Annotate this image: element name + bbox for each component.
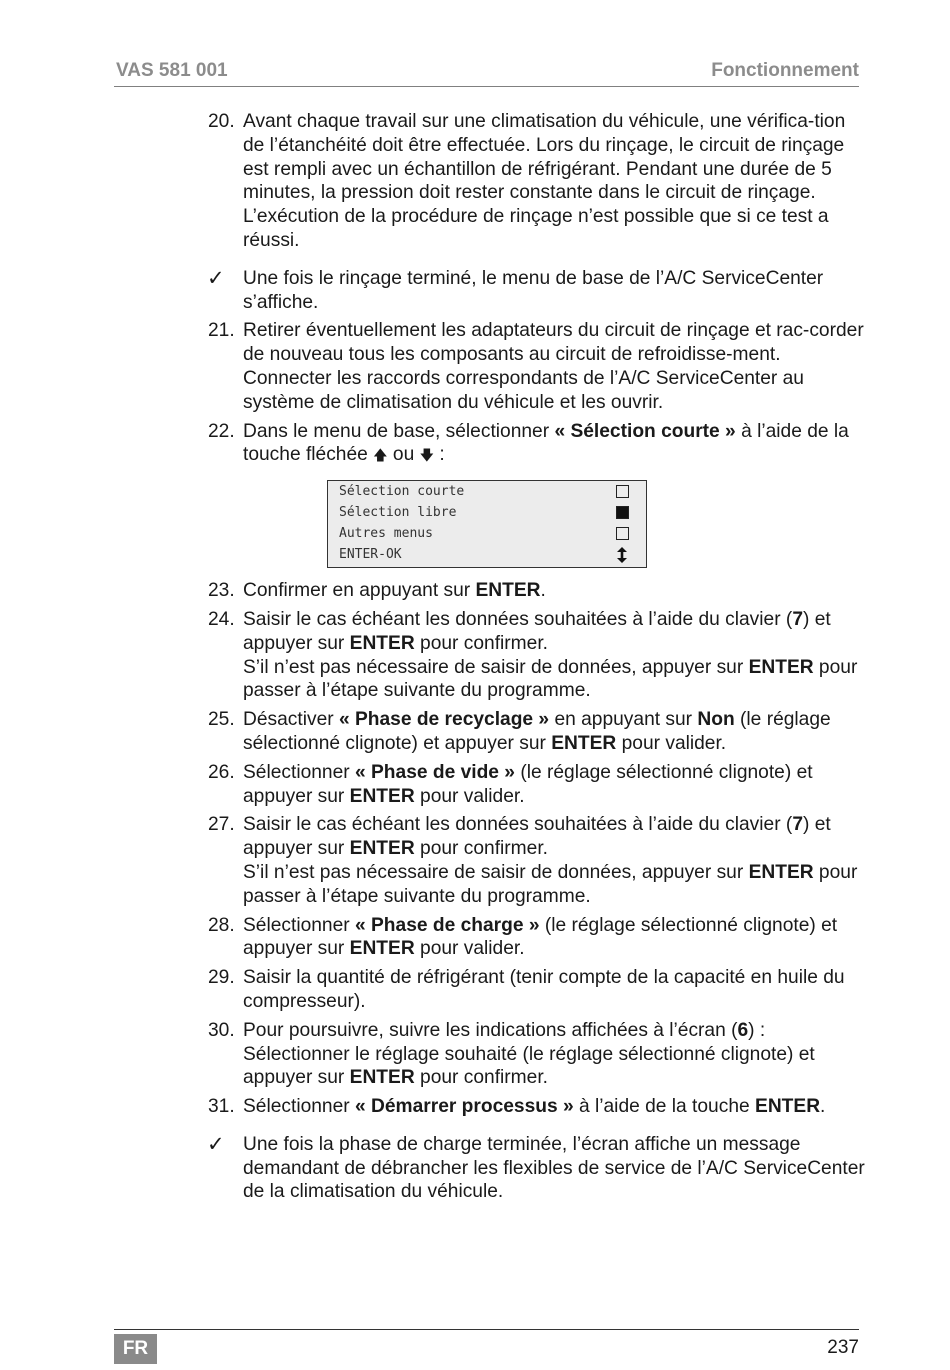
step-text-continued: S’il n’est pas nécessaire de saisir de données, appuyer sur ENTER pour passer à l’étape suivante du programme. — [243, 861, 858, 907]
display-row-enter-ok — [339, 544, 636, 565]
display-row-label: Autres menus — [339, 526, 433, 542]
step-number: 31. — [208, 1096, 235, 1118]
step-number: 27. — [208, 814, 235, 836]
result-note-rinsing — [205, 267, 865, 315]
checkmark-icon: ✓ — [207, 266, 225, 290]
step-22 — [205, 420, 865, 469]
step-21 — [205, 319, 865, 414]
display-row-other-menus — [339, 523, 636, 544]
language-badge: FR — [114, 1334, 157, 1364]
checkmark-icon: ✓ — [207, 1132, 225, 1156]
step-31 — [205, 1095, 865, 1119]
step-29 — [205, 966, 865, 1014]
step-24 — [205, 608, 865, 703]
arrow-down-icon: 🡇 — [419, 447, 434, 464]
step-26 — [205, 761, 865, 809]
step-number: 24. — [208, 608, 235, 630]
checkbox-empty-icon — [616, 527, 629, 540]
step-text: Sélectionner « Phase de vide » (le réglage sélectionné clignote) et appuyer sur ENTER pour valider. — [243, 761, 813, 807]
step-30 — [205, 1019, 865, 1090]
step-number: 30. — [208, 1019, 235, 1041]
step-number: 20. — [208, 111, 235, 132]
checkbox-empty-icon — [616, 485, 629, 498]
step-23 — [205, 579, 865, 603]
page-footer — [114, 1329, 859, 1364]
step-text: Saisir le cas échéant les données souhaitées à l’aide du clavier (7) et appuyer sur ENTER pour confirmer. — [243, 814, 831, 860]
display-row-label: Sélection libre — [339, 505, 457, 521]
result-note-charging — [205, 1133, 865, 1204]
step-text: Confirmer en appuyant sur ENTER. — [243, 580, 546, 602]
page-number: 237 — [827, 1337, 859, 1358]
step-number: 29. — [208, 967, 235, 989]
step-text-continued: S’il n’est pas nécessaire de saisir de données, appuyer sur ENTER pour passer à l’étape suivante du programme. — [243, 656, 858, 702]
step-text: Sélectionner « Phase de charge » (le réglage sélectionné clignote) et appuyer sur ENTER pour valider. — [243, 914, 838, 960]
document-id: VAS 581 001 — [116, 60, 228, 81]
step-text: Avant chaque travail sur une climatisation du véhicule, une vérifica-tion de l’étanchéité doit être effectuée. Lors du rinçage, le circuit de rinçage est rempli avec un échantillon de réfrigérant. Pendant une durée de 5 minutes, la pression doit rester constante dans le circuit de rinçage. L’exécution de la procédure de rinçage n’est possible que si ce test a réussi. — [243, 111, 846, 251]
step-25 — [205, 708, 865, 756]
step-text: Désactiver « Phase de recyclage » en appuyant sur Non (le réglage sélectionné clignote) et appuyer sur ENTER pour valider. — [243, 709, 831, 754]
up-down-arrow-icon — [616, 547, 628, 563]
step-28 — [205, 914, 865, 962]
arrow-up-icon: 🡅 — [373, 447, 388, 464]
menu-item-name: « Sélection courte » — [554, 420, 736, 442]
step-text: Dans le menu de base, sélectionner « Sélection courte » à l’aide de la touche fléchée 🡅 ou 🡇 : — [243, 420, 849, 466]
result-text: Une fois le rinçage terminé, le menu de base de l’A/C ServiceCenter s’affiche. — [243, 267, 824, 313]
step-number: 28. — [208, 914, 235, 936]
step-text: Sélectionner « Démarrer processus » à l’aide de la touche ENTER. — [243, 1096, 826, 1118]
step-text-continued: Sélectionner le réglage souhaité (le réglage sélectionné clignote) et appuyer sur ENTER pour confirmer. — [243, 1043, 815, 1089]
step-27 — [205, 813, 865, 908]
page-header — [114, 58, 859, 87]
step-text-continued: Connecter les raccords correspondants de l’A/C ServiceCenter au système de climatisation du véhicule et les ouvrir. — [243, 367, 804, 413]
display-screen — [327, 480, 647, 568]
step-number: 26. — [208, 761, 235, 783]
step-number: 22. — [208, 420, 235, 442]
step-text: Retirer éventuellement les adaptateurs du circuit de rinçage et rac-corder de nouveau tous les composants au circuit de refroidisse-ment. — [243, 320, 864, 366]
instruction-list — [205, 110, 865, 1204]
step-text: Pour poursuivre, suivre les indications affichées à l’écran (6) : — [243, 1019, 766, 1041]
step-number: 25. — [208, 709, 235, 731]
step-number: 23. — [208, 580, 235, 602]
step-20 — [205, 110, 865, 253]
step-text: Saisir la quantité de réfrigérant (tenir compte de la capacité en huile du compresseur). — [243, 967, 845, 1012]
checkbox-filled-icon — [616, 506, 629, 519]
display-row-free-selection — [339, 502, 636, 523]
display-row-short-selection — [339, 481, 636, 502]
step-number: 21. — [208, 320, 235, 342]
display-row-label: Sélection courte — [339, 484, 465, 500]
result-text: Une fois la phase de charge terminée, l’écran affiche un message demandant de débrancher les flexibles de service de l’A/C ServiceCenter de la climatisation du véhicule. — [243, 1133, 865, 1203]
display-row-label: ENTER-OK — [339, 547, 402, 563]
section-title: Fonctionnement — [711, 60, 859, 81]
step-text: Saisir le cas échéant les données souhaitées à l’aide du clavier (7) et appuyer sur ENTER pour confirmer. — [243, 608, 831, 654]
